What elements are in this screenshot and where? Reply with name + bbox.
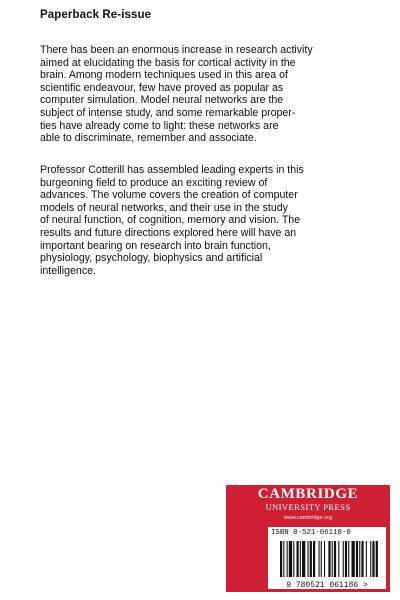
barcode-bar	[343, 541, 344, 577]
barcode-bar	[348, 541, 349, 577]
publisher-subtitle: UNIVERSITY PRESS	[265, 502, 351, 512]
barcode-bar	[356, 541, 358, 577]
barcode-bar	[300, 541, 301, 577]
text-line: physiology, psychology, biophysics and artificial	[40, 252, 263, 265]
barcode-bar	[319, 541, 320, 577]
barcode-bar	[361, 541, 363, 577]
text-line: Professor Cotterill has assembled leading experts in this	[40, 164, 304, 176]
text-line: There has been an enormous increase in research activity	[40, 44, 313, 56]
barcode-bar	[352, 541, 355, 577]
text-line: important bearing on research into brain function,	[40, 239, 271, 252]
description-paragraph-2	[40, 164, 382, 277]
isbn-label: ISBN 0-521-06118-0	[271, 529, 351, 537]
barcode-bar	[345, 541, 347, 577]
barcode-bar	[280, 541, 282, 577]
barcode-bar	[308, 541, 309, 577]
barcode-bar	[287, 541, 288, 577]
barcode-bar	[302, 541, 305, 577]
barcode-bar	[376, 541, 378, 577]
text-line: advances. The volume covers the creation of computer	[40, 189, 298, 202]
text-line: able to discriminate, remember and associate.	[40, 132, 257, 145]
heading: Paperback Re-issue	[40, 9, 152, 21]
description-paragraph-1	[40, 44, 382, 145]
barcode-bar	[328, 541, 330, 577]
text-line: models of neural networks, and their use in the study	[40, 201, 288, 214]
text-line: subject of intense study, and some remarkable proper-	[40, 106, 296, 119]
text-line: scientific endeavour, few have proved as popular as	[40, 81, 284, 94]
publisher-url: www.cambridge.org	[283, 515, 333, 521]
text-line: intelligence.	[40, 264, 96, 277]
barcode-bar	[366, 541, 367, 577]
publisher-name: CAMBRIDGE	[257, 486, 359, 502]
barcode-bar	[293, 541, 294, 577]
barcode-bar	[289, 541, 292, 577]
barcode-icon	[268, 541, 386, 589]
barcode-bar	[372, 541, 374, 577]
barcode-bar	[283, 541, 284, 577]
text-line: burgeoning field to produce an exciting review of	[40, 176, 268, 189]
text-line: results and future directions explored here will have an	[40, 226, 297, 239]
barcode-bar	[321, 541, 322, 577]
barcode-bar	[297, 541, 299, 577]
text-line: computer simulation. Model neural networks are the	[40, 94, 284, 107]
barcode-bar	[334, 541, 336, 577]
barcode-digits: 9 780521 061186 >	[286, 581, 368, 589]
barcode-bar	[338, 541, 339, 577]
text-line: aimed at elucidating the basis for cortical activity in the	[40, 56, 296, 69]
barcode-bar	[324, 541, 325, 577]
barcode-bar	[370, 541, 371, 577]
barcode-bar	[310, 541, 312, 577]
text-line: ties have already come to light: these networks are	[40, 119, 279, 132]
barcode-bar	[359, 541, 360, 577]
barcode-bar	[313, 541, 315, 577]
barcode-bar	[332, 541, 333, 577]
barcode-panel	[268, 527, 386, 589]
text-line: brain. Among modern techniques used in this area of	[40, 69, 288, 82]
text-line: of neural function, of cognition, memory and vision. The	[40, 214, 301, 227]
